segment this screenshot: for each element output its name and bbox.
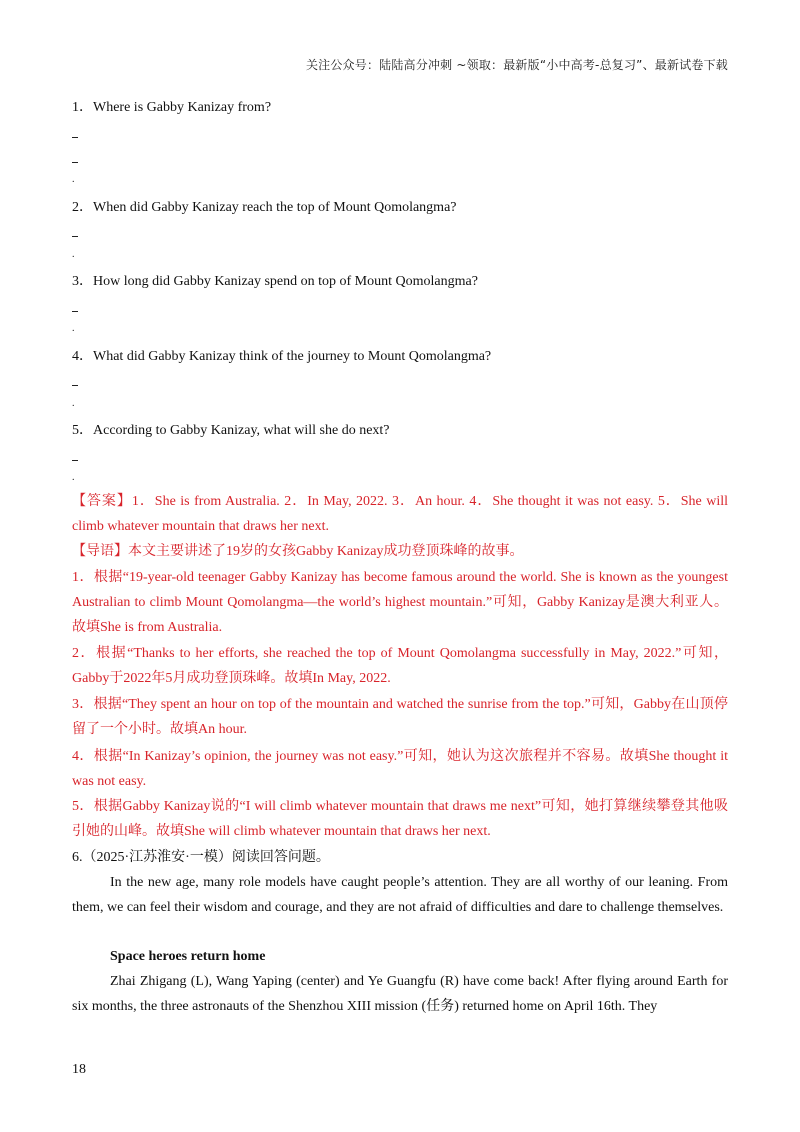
explanation-5: 5．根据Gabby Kanizay说的“I will climb whatever mountain that draws me next”可知，她打算继续攀登其他吸引她的山峰。故填She will climb whatever mountain that draws her next. bbox=[72, 799, 728, 839]
question-4: 4．What did Gabby Kanizay think of the journey to Mount Qomolangma? bbox=[72, 349, 492, 364]
answer-blank bbox=[72, 236, 78, 237]
answer-label: 【答案】 bbox=[72, 494, 132, 509]
answer-blank-dot: . bbox=[72, 249, 75, 260]
answer-blank bbox=[72, 385, 78, 386]
answer-blank bbox=[72, 162, 78, 163]
explanation-3: 3．根据“They spent an hour on top of the mountain and watched the sunrise from the top.”可知，Gabby在山顶停留了一个小时。故填An hour. bbox=[72, 697, 728, 737]
answer-blank-dot: . bbox=[72, 323, 75, 334]
page-number: 18 bbox=[72, 1062, 86, 1077]
guide-block bbox=[72, 539, 728, 564]
question-1: 1．Where is Gabby Kanizay from? bbox=[72, 100, 272, 115]
question-5: 5．According to Gabby Kanizay, what will she do next? bbox=[72, 423, 390, 438]
passage-title: Space heroes return home bbox=[110, 949, 266, 964]
answer-blank-dot: . bbox=[72, 174, 75, 185]
answer-blank bbox=[72, 137, 78, 138]
answer-block bbox=[72, 489, 728, 539]
question-2: 2．When did Gabby Kanizay reach the top of Mount Qomolangma? bbox=[72, 200, 457, 215]
passage-paragraph: Zhai Zhigang (L), Wang Yaping (center) and Ye Guangfu (R) have come back! After flying around Earth for six months, the three astronauts of the Shenzhou XIII mission (任务) returned home on April 16th. They bbox=[72, 974, 728, 1014]
guide-label: 【导语】 bbox=[72, 544, 128, 559]
intro-paragraph: In the new age, many role models have caught people’s attention. They are all worthy of our leaning. From them, we can feel their wisdom and courage, and they are not afraid of difficulties and dare to challenge themselves. bbox=[72, 875, 728, 915]
answer-blank-dot: . bbox=[72, 472, 75, 483]
answer-blank-dot: . bbox=[72, 398, 75, 409]
answer-text: 1．She is from Australia. 2．In May, 2022. 3．An hour. 4．She thought it was not easy. 5．She will climb whatever mountain that draws her next. bbox=[72, 494, 729, 534]
question-6-heading: 6.（2025·江苏淮安·一模）阅读回答问题。 bbox=[72, 850, 330, 865]
answer-blank bbox=[72, 460, 78, 461]
explanation-4: 4．根据“In Kanizay’s opinion, the journey was not easy.”可知，她认为这次旅程并不容易。故填She thought it was not easy. bbox=[72, 749, 728, 789]
explanation-1: 1．根据“19-year-old teenager Gabby Kanizay has become famous around the world. She is known as the youngest Australian to climb Mount Qomolangma—the world’s highest mountain.”可知，Gabby Kanizay是澳大利亚人。故填She is from Australia. bbox=[72, 570, 728, 635]
explanation-2: 2．根据“Thanks to her efforts, she reached the top of Mount Qomolangma successfully in May, 2022.”可知，Gabby于2022年5月成功登顶珠峰。故填In May, 2022. bbox=[72, 646, 728, 686]
page-header: 关注公众号：陆陆高分冲刺 ~领取：最新版“小中高考-总复习”、最新试卷下载 bbox=[305, 58, 728, 72]
guide-text: 本文主要讲述了19岁的女孩Gabby Kanizay成功登顶珠峰的故事。 bbox=[128, 544, 524, 559]
answer-blank bbox=[72, 311, 78, 312]
question-3: 3．How long did Gabby Kanizay spend on top of Mount Qomolangma? bbox=[72, 274, 478, 289]
